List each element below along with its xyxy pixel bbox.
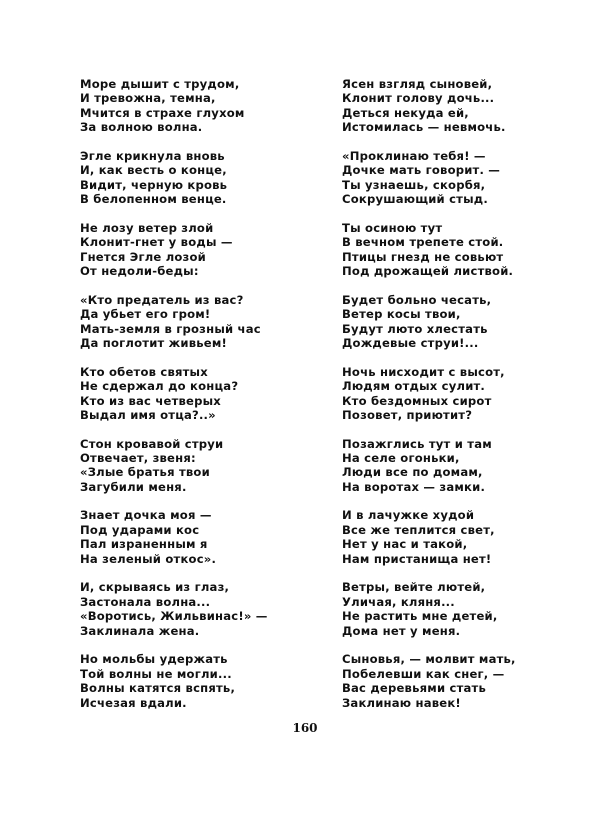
poem-line: Дома нет у меня. <box>342 623 461 638</box>
poem-line: Заклинала жена. <box>80 623 200 638</box>
poem-line: Мать-земля в грозный час <box>80 321 261 336</box>
poem-line: Загубили меня. <box>80 479 187 494</box>
poem-line: Не сдержал до конца? <box>80 379 239 394</box>
poem-line: Дождевые струи!... <box>342 336 479 351</box>
poem-line: Клонит-гнет у воды — <box>80 235 233 250</box>
poem-column-left <box>80 77 280 724</box>
poem-line: И тревожна, темна, <box>80 91 216 106</box>
poem-line: Застонала волна... <box>80 594 211 609</box>
poem-line: От недоли-беды: <box>80 264 199 279</box>
poem-line: Видит, черную кровь <box>80 177 228 192</box>
poem-line: Будут люто хлестать <box>342 321 488 336</box>
poem-line: Нам пристанища нет! <box>342 551 492 566</box>
poem-line: Все же теплится свет, <box>342 522 495 537</box>
poem-line: И, как весть о конце, <box>80 163 227 178</box>
poem-line: Кто обетов святых <box>80 364 208 379</box>
poem-line: За волною волна. <box>80 120 203 135</box>
poem-line: На зеленый откос». <box>80 551 217 566</box>
poem-line: Ночь нисходит с высот, <box>342 364 505 379</box>
poem-line: Эгле крикнула вновь <box>80 148 225 163</box>
stanza <box>342 508 542 566</box>
poem-line: Сыновья, — молвит мать, <box>342 652 516 667</box>
poem-line: Ветер косы твои, <box>342 307 461 322</box>
stanza <box>80 508 280 566</box>
poem-line: Да убьет его гром! <box>80 307 211 322</box>
poem-line: Не лозу ветер злой <box>80 220 214 235</box>
poem-line: Ты осиною тут <box>342 220 443 235</box>
poem-line: Позовет, приютит? <box>342 407 473 422</box>
poem-line: Нет у нас и такой, <box>342 537 468 552</box>
stanza <box>80 652 280 710</box>
poem-line: Людям отдых сулит. <box>342 379 486 394</box>
poem-line: Вас деревьями стать <box>342 681 486 696</box>
poem-line: На селе огоньки, <box>342 450 460 465</box>
poem-line: Сокрушающий стыд. <box>342 192 488 207</box>
stanza <box>80 221 280 279</box>
poem-line: Будет больно чесать, <box>342 292 492 307</box>
poem-line: Исчезая вдали. <box>80 695 187 710</box>
poem-line: Гнется Эгле лозой <box>80 249 206 264</box>
poem-line: Клонит голову дочь... <box>342 91 495 106</box>
poem-line: И, скрываясь из глаз, <box>80 580 230 595</box>
poem-line: Да поглотит живьем! <box>80 336 228 351</box>
page-number: 160 <box>292 721 318 735</box>
poem-line: Люди все по домам, <box>342 465 483 480</box>
poem-line: Кто из вас четверых <box>80 393 221 408</box>
poem-line: Ветры, вейте лютей, <box>342 580 486 595</box>
stanza <box>342 437 542 495</box>
poem-line: На воротах — замки. <box>342 479 486 494</box>
stanza <box>342 149 542 207</box>
poem-line: Кто бездомных сирот <box>342 393 492 408</box>
poem-line: Дочке мать говорит. — <box>342 163 501 178</box>
poem-line: Деться некуда ей, <box>342 105 469 120</box>
poem-line: Выдал имя отца?..» <box>80 407 216 422</box>
poem-line: Истомилась — невмочь. <box>342 120 506 135</box>
stanza <box>80 293 280 351</box>
poem-line: И в лачужке худой <box>342 508 475 523</box>
poem-line: Под ударами кос <box>80 522 200 537</box>
poem-line: Знает дочка моя — <box>80 508 212 523</box>
poem-line: В вечном трепете стой. <box>342 235 504 250</box>
poem-line: Побелевши как снег, — <box>342 666 505 681</box>
poem-line: Той волны не могли... <box>80 666 232 681</box>
poem-line: Птицы гнезд не совьют <box>342 249 504 264</box>
poem-line: «Кто предатель из вас? <box>80 292 244 307</box>
stanza <box>80 580 280 638</box>
stanza <box>342 580 542 638</box>
stanza <box>342 365 542 423</box>
stanza <box>80 149 280 207</box>
stanza <box>342 293 542 351</box>
poem-line: «Проклинаю тебя! — <box>342 148 486 163</box>
poem-line: Пал израненным я <box>80 537 208 552</box>
poem-line: Мчится в страхе глухом <box>80 105 245 120</box>
poem-line: Ясен взгляд сыновей, <box>342 77 493 91</box>
poem-line: Стон кровавой струи <box>80 436 224 451</box>
stanza <box>342 652 542 710</box>
stanza <box>80 77 280 135</box>
stanza <box>342 77 542 135</box>
poem-line: Позажглись тут и там <box>342 436 492 451</box>
poem-line: Море дышит с трудом, <box>80 77 240 91</box>
stanza <box>80 437 280 495</box>
poem-line: В белопенном венце. <box>80 192 227 207</box>
poem-line: «Воротись, Жильвинас!» — <box>80 609 268 624</box>
stanza <box>80 365 280 423</box>
poem-line: «Злые братья твои <box>80 465 210 480</box>
poem-line: Не растить мне детей, <box>342 609 498 624</box>
stanza <box>342 221 542 279</box>
poem-line: Заклинаю навек! <box>342 695 461 710</box>
poem-line: Но мольбы удержать <box>80 652 228 667</box>
poem-line: Уличая, кляня... <box>342 594 455 609</box>
poem-line: Волны катятся вспять, <box>80 681 236 696</box>
poem-line: Отвечает, звеня: <box>80 450 196 465</box>
poem-line: Ты узнаешь, скорбя, <box>342 177 486 192</box>
poem-line: Под дрожащей листвой. <box>342 264 514 279</box>
poem-column-right <box>342 77 542 724</box>
